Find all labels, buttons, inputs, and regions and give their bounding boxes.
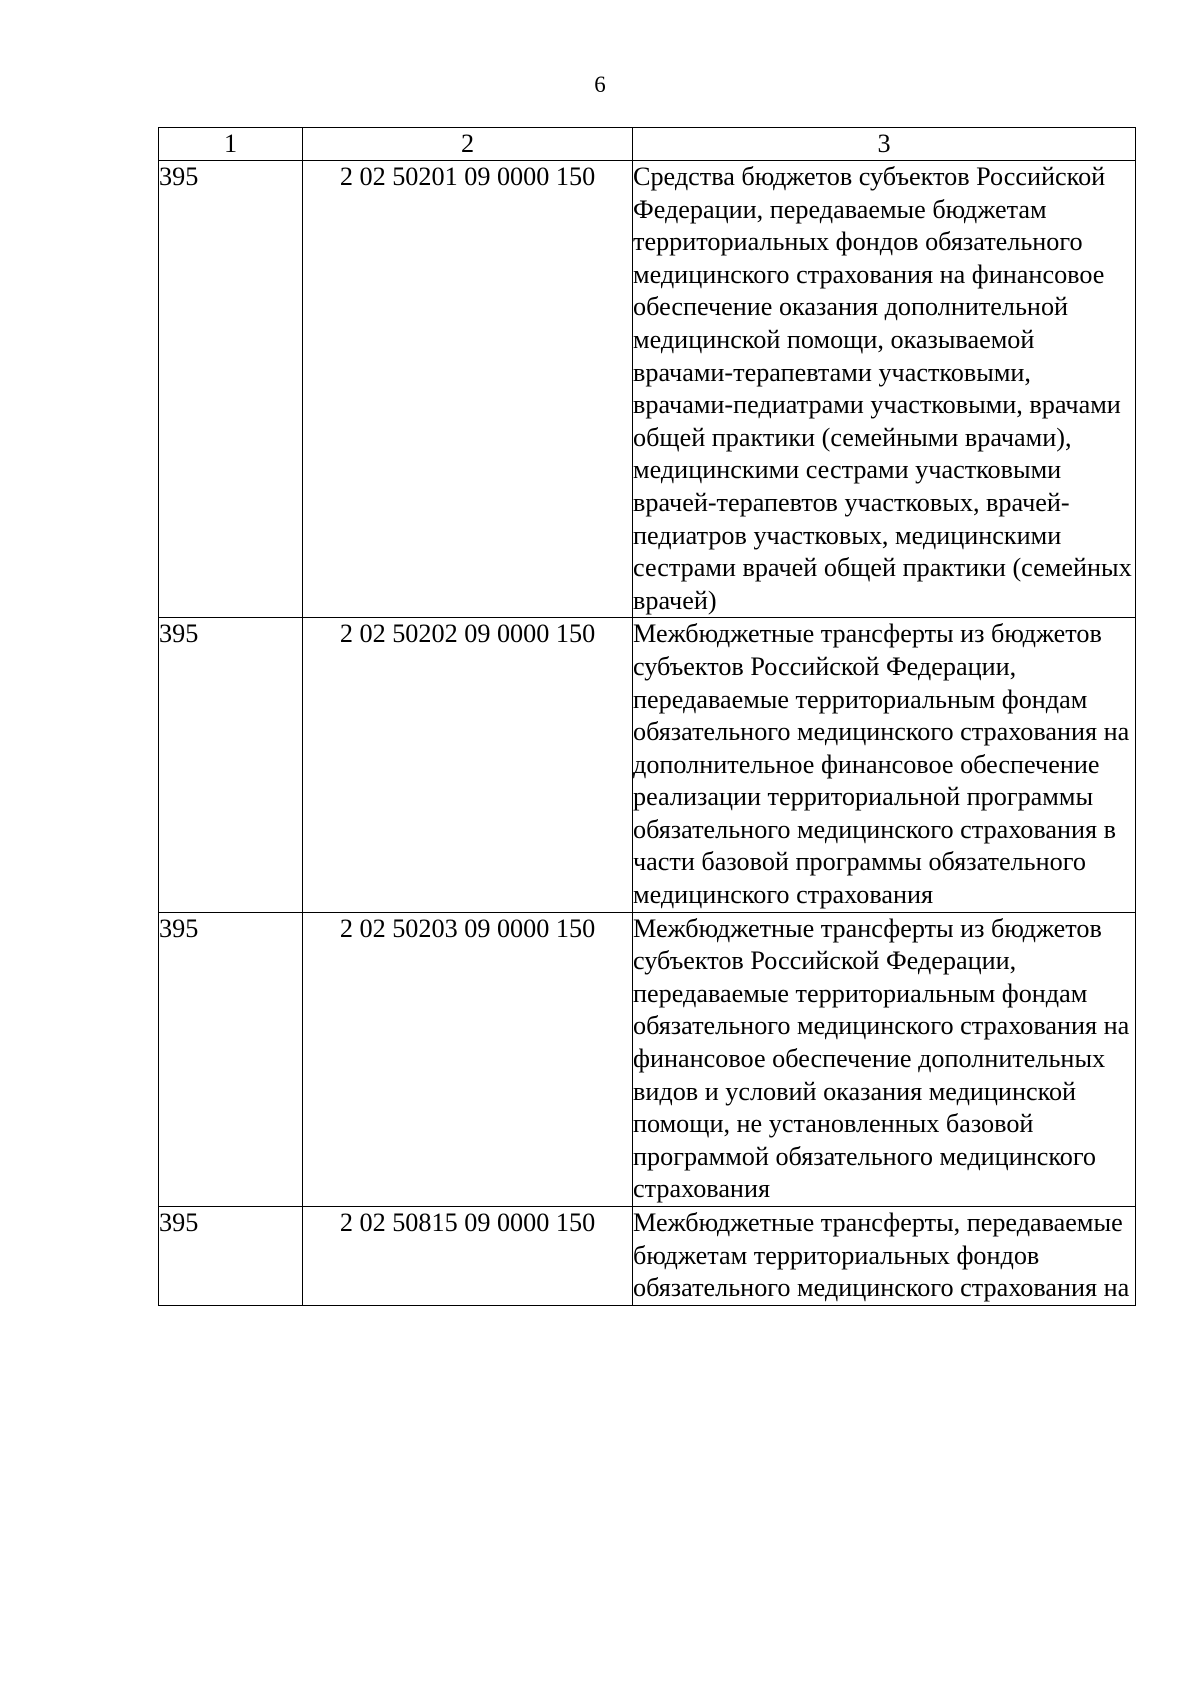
page-number: 6 [594,72,606,97]
income-name-cell: Средства бюджетов субъектов Российской Федерации, передаваемые бюджетам территориальных фондов обязательного медицинского страхования на финансовое обеспечение оказания дополнительной медицинской помощи, оказываемой врачами-терапевтами участковыми, врачами-педиатрами участковыми, врачами общей практики (семейными врачами), медицинскими сестрами участковыми врачей-терапевтов участковых, врачей-педиатров участковых, медицинскими сестрами врачей общей практики (семейных врачей) [633,161,1136,618]
header-row [159,128,1136,161]
table-row [159,161,1136,618]
income-name-cell: Межбюджетные трансферты из бюджетов субъектов Российской Федерации, передаваемые территориальным фондам обязательного медицинского страхования на финансовое обеспечение дополнительных видов и условий оказания медицинской помощи, не установленных базовой программой обязательного медицинского страхования [633,912,1136,1206]
budget-code-cell: 2 02 50201 09 0000 150 [303,161,633,618]
column-header-2: 2 [303,128,633,161]
admin-code-cell: 395 [159,161,303,618]
admin-code-cell: 395 [159,912,303,1206]
income-name-cell: Межбюджетные трансферты из бюджетов субъектов Российской Федерации, передаваемые территориальным фондам обязательного медицинского страхования на дополнительное финансовое обеспечение реализации территориальной программы обязательного медицинского страхования в части базовой программы обязательного медицинского страхования [633,618,1136,912]
budget-code-cell: 2 02 50815 09 0000 150 [303,1207,633,1306]
budget-codes-table [158,127,1136,1306]
column-header-3: 3 [633,128,1136,161]
income-name-cell: Межбюджетные трансферты, передаваемые бюджетам территориальных фондов обязательного медицинского страхования на [633,1207,1136,1306]
table-row [159,618,1136,912]
table-row [159,1207,1136,1306]
budget-code-cell: 2 02 50202 09 0000 150 [303,618,633,912]
admin-code-cell: 395 [159,1207,303,1306]
budget-code-cell: 2 02 50203 09 0000 150 [303,912,633,1206]
column-header-1: 1 [159,128,303,161]
admin-code-cell: 395 [159,618,303,912]
table-row [159,912,1136,1206]
